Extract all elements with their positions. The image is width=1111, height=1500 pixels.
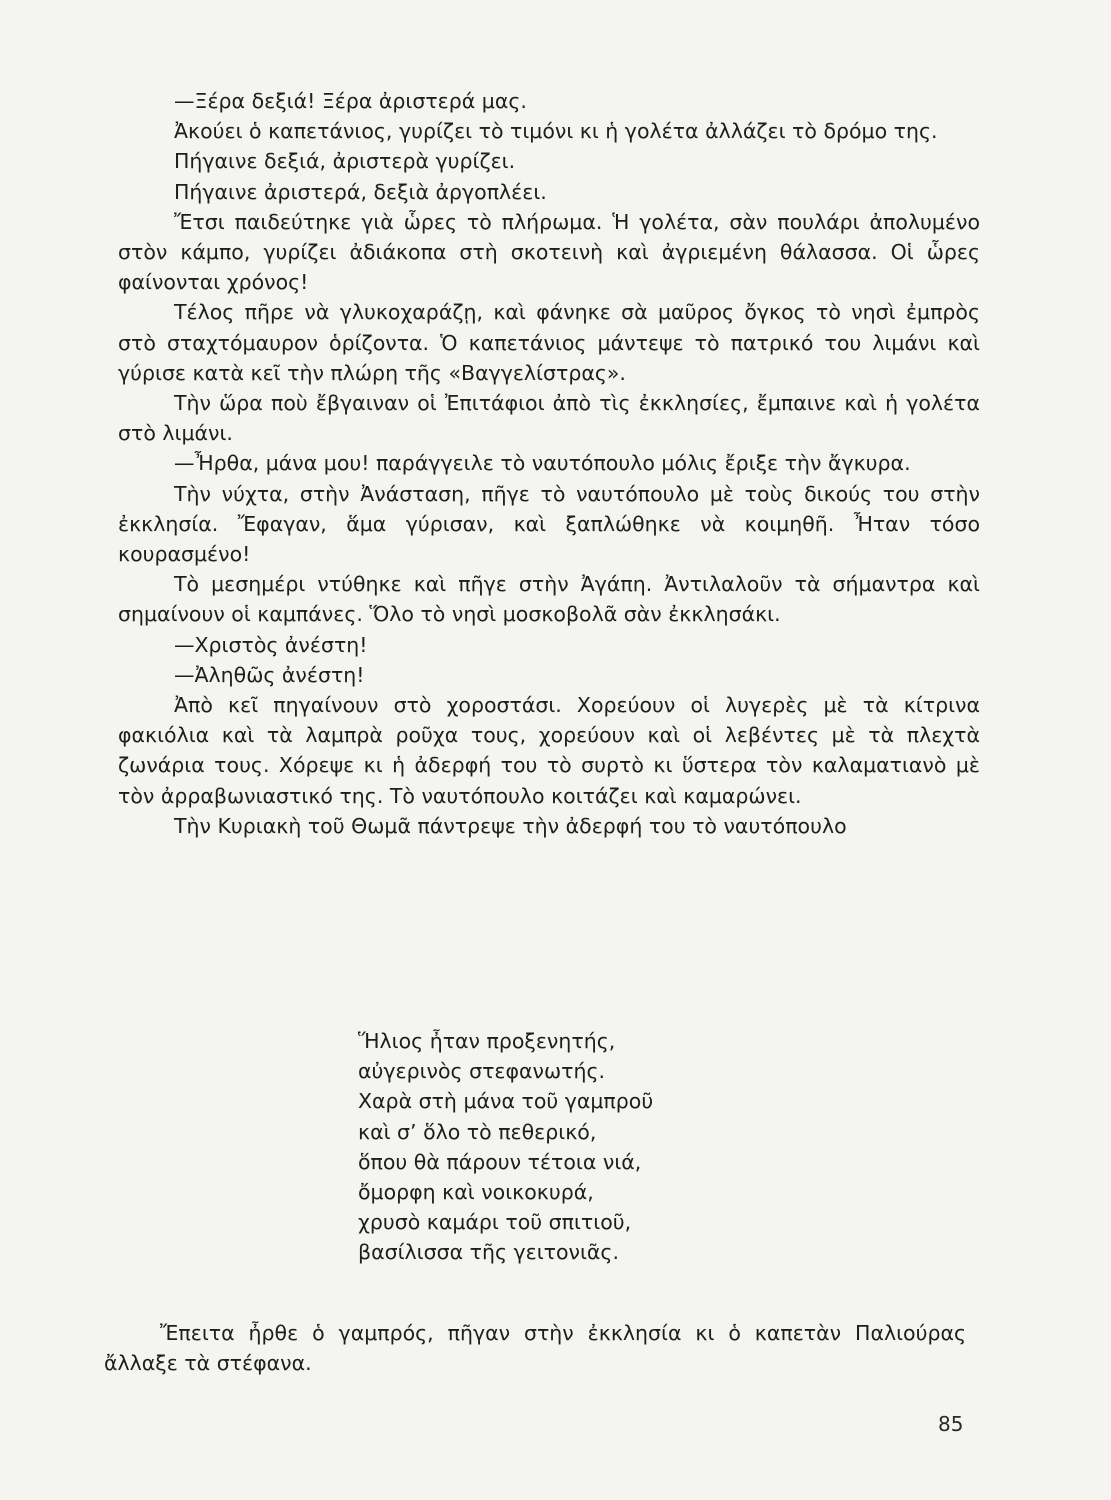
paragraph: —Ἀληθῶς ἀνέστη! <box>174 662 365 687</box>
paragraph: Ἔτσι παιδεύτηκε γιὰ ὧρες τὸ πλήρωμα. Ἡ γολέτα, σὰν πουλάρι ἀπολυμένο στὸν κάμπο, γυρίζει ἀδιάκοπα στὴ σκοτεινὴ καὶ ἀγριεμένη θάλασσα. Οἱ ὧρες φαίνονται χρόνος! <box>118 209 980 295</box>
paragraph: Τέλος πῆρε νὰ γλυκοχαράζῃ, καὶ φάνηκε σὰ μαῦρος ὄγκος τὸ νησὶ ἐμπρὸς στὸ σταχτόμαυρον ὁρίζοντα. Ὁ καπετάνιος μάντεψε τὸ πατρικό του λιμάνι καὶ γύρισε κατὰ κεῖ τὴν πλώρη τῆς «Βαγγελίστρας». <box>118 300 980 385</box>
verse-line: βασίλισσα τῆς γειτονιᾶς. <box>358 1240 619 1265</box>
page-number: 85 <box>938 1412 964 1436</box>
paragraph: —Ξέρα δεξιά! Ξέρα ἀριστερά μας. <box>174 89 527 113</box>
prose-block <box>118 86 980 841</box>
paragraph: —Ἦρθα, μάνα μου! παράγγειλε τὸ ναυτόπουλο μόλις ἔριξε τὴν ἄγκυρα. <box>174 451 911 476</box>
verse-line: ὅπου θὰ πάρουν τέτοια νιά, <box>358 1149 642 1174</box>
paragraph: Ἀκούει ὁ καπετάνιος, γυρίζει τὸ τιμόνι κι ἡ γολέτα ἀλλάζει τὸ δρόμο της. <box>174 119 938 144</box>
paragraph: Τὴν Κυριακὴ τοῦ Θωμᾶ πάντρεψε τὴν ἀδερφή του τὸ ναυτόπουλο <box>174 813 847 838</box>
verse-line: χρυσὸ καμάρι τοῦ σπιτιοῦ, <box>358 1210 632 1235</box>
paragraph: Πήγαινε δεξιά, ἀριστερὰ γυρίζει. <box>174 149 516 174</box>
paragraph: Τὴν ὥρα ποὺ ἔβγαιναν οἱ Ἐπιτάφιοι ἀπὸ τὶς ἐκκλησίες, ἔμπαινε καὶ ἡ γολέτα στὸ λιμάνι. <box>118 391 980 446</box>
verse-line: Ἥλιος ἦταν προξενητής, <box>358 1029 616 1053</box>
paragraph: —Χριστὸς ἀνέστη! <box>174 632 368 657</box>
verse-line: ὄμορφη καὶ νοικοκυρά, <box>358 1180 594 1205</box>
paragraph: Ἀπὸ κεῖ πηγαίνουν στὸ χοροστάσι. Χορεύουν οἱ λυγερὲς μὲ τὰ κίτρινα φακιόλια καὶ τὰ λαμπρὰ ροῦχα τους, χορεύουν καὶ οἱ λεβέντες μὲ τὰ πλεχτὰ ζωνάρια τους. Χόρεψε κι ἡ ἀδερφή του τὸ συρτὸ κι ὕστερα τὸν καλαματιανὸ μὲ τὸν ἀρραβωνιαστικό της. Τὸ ναυτόπουλο κοιτάζει καὶ καμαρώνει. <box>118 693 980 808</box>
verse-line: αὐγερινὸς στεφανωτής. <box>358 1059 606 1084</box>
closing-block <box>104 1318 966 1378</box>
paragraph: Τὸ μεσημέρι ντύθηκε καὶ πῆγε στὴν Ἀγάπη. Ἀντιλαλοῦν τὰ σήμαντρα καὶ σημαίνουν οἱ καμπάνες. Ὅλο τὸ νησὶ μοσκοβολᾶ σὰν ἐκκλησάκι. <box>118 572 980 627</box>
paragraph: Πήγαινε ἀριστερά, δεξιὰ ἀργοπλέει. <box>174 179 547 204</box>
paragraph: Τὴν νύχτα, στὴν Ἀνάσταση, πῆγε τὸ ναυτόπουλο μὲ τοὺς δικούς του στὴν ἐκκλησία. Ἔφαγαν, ἅμα γύρισαν, καὶ ξαπλώθηκε νὰ κοιμηθῆ. Ἦταν τόσο κουρασμένο! <box>118 481 980 567</box>
closing-paragraph: Ἔπειτα ἦρθε ὁ γαμπρός, πῆγαν στὴν ἐκκλησία κι ὁ καπετὰν Παλιούρας ἄλλαξε τὰ στέφανα. <box>104 1321 966 1376</box>
verse-block <box>358 1026 653 1268</box>
verse-line: καὶ σ’ ὅλο τὸ πεθερικό, <box>358 1119 597 1144</box>
verse-line: Χαρὰ στὴ μάνα τοῦ γαμπροῦ <box>358 1089 654 1114</box>
